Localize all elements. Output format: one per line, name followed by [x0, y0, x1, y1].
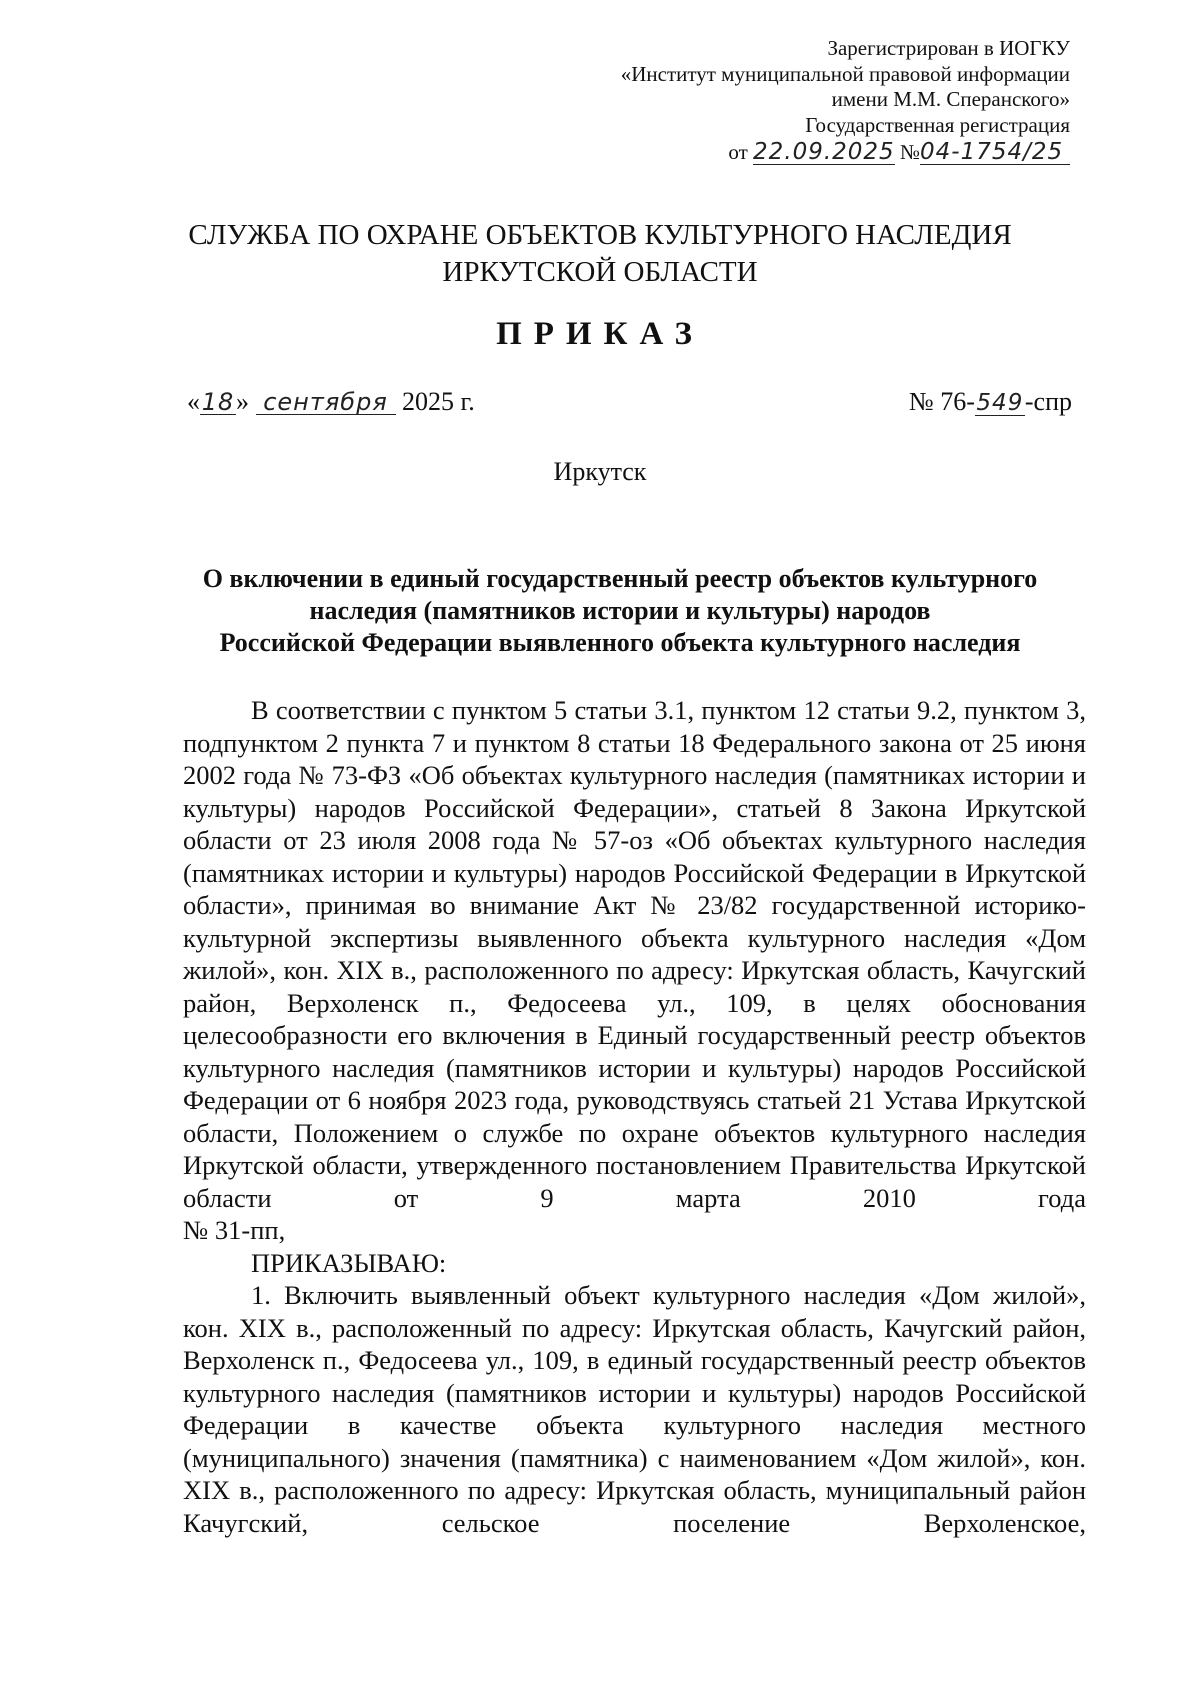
city: Иркутск [553, 457, 647, 486]
registration-stamp [510, 36, 1070, 166]
document-body [183, 694, 1086, 1539]
order-number-suffix: -спр [1024, 387, 1072, 416]
order-number-prefix: № 76- [908, 387, 975, 416]
item-1: 1. Включить выявленный объект культурного наследия «Дом жилой», кон. XIX в., расположенный по адресу: Иркутская область, Качугский район, Верхоленск п., Федосеева ул., 109, в единый государственный реестр объектов культурного наследия (памятников истории и культуры) народов Российской Федерации в качестве объекта культурного наследия местного (муниципального) значения (памятника) с наименованием «Дом жилой», кон. XIX в., расположенного по адресу: Иркутская область, муниципальный район Качугский, сельское поселение Верхоленское, [183, 1280, 1086, 1538]
date-day-handwritten: 18 [201, 388, 235, 416]
date-open-quote: « [187, 387, 200, 416]
agency-name-line-1: СЛУЖБА ПО ОХРАНЕ ОБЪЕКТОВ КУЛЬТУРНОГО НАСЛЕДИЯ [188, 219, 1012, 251]
title-line-2: наследия (памятников истории и культуры) народов [309, 596, 931, 625]
stamp-number-prefix: № [899, 140, 920, 164]
agency-name [0, 217, 1200, 291]
preamble-paragraph: В соответствии с пунктом 5 статьи 3.1, пунктом 12 статьи 9.2, пунктом 3, подпунктом 2 пункта 7 и пунктом 8 статьи 18 Федерального закона от 25 июня 2002 года № 73-ФЗ «Об объектах культурного наследия (памятниках истории и культуры) народов Российской Федерации», статьей 8 Закона Иркутской области от 23 июля 2008 года № 57-оз «Об объектах культурного наследия (памятниках истории и культуры) народов Российской Федерации в Иркутской области», принимая во внимание Акт № 23/82 государственной историко-культурной экспертизы выявленного объекта культурного наследия «Дом жилой», кон. XIX в., расположенного по адресу: Иркутская область, Качугский район, Верхоленск п., Федосеева ул., 109, в целях обоснования целесообразности его включения в Единый государственный реестр объектов культурного наследия (памятников истории и культуры) народов Российской Федерации от 6 ноября 2023 года, руководствуясь статьей 21 Устава Иркутской области, Положением о службе по охране объектов культурного наследия Иркутской области, утвержденного постановлением Правительства Иркутской области от 9 марта 2010 года [183, 695, 1086, 1213]
document-title [170, 563, 1070, 659]
date-year: 2025 г. [402, 387, 475, 416]
document-type: ПРИКАЗ [496, 316, 704, 352]
stamp-date-handwritten: 22.09.2025 [753, 139, 895, 165]
stamp-number-handwritten: 04-1754/25 [920, 140, 1070, 165]
order-word: ПРИКАЗЫВАЮ: [251, 1247, 447, 1278]
stamp-line-2: «Институт муниципальной правовой информации [620, 61, 1070, 86]
title-line-3: Российской Федерации выявленного объекта культурного наследия [219, 628, 1021, 657]
stamp-line-4: Государственная регистрация [805, 112, 1070, 137]
stamp-date-prefix: от [728, 140, 748, 164]
stamp-registration-line [510, 140, 1070, 166]
order-number [909, 387, 1072, 417]
date-month-handwritten: сентября [256, 390, 396, 415]
agency-name-line-2: ИРКУТСКОЙ ОБЛАСТИ [442, 256, 758, 288]
preamble-tail: № 31-пп, [183, 1215, 286, 1245]
stamp-line-3: имени М.М. Сперанского» [831, 87, 1070, 111]
date-close-quote: » [236, 387, 249, 416]
title-line-1: О включении в единый государственный реестр объектов культурного [202, 564, 1038, 593]
stamp-line-1: Зарегистрирован в ИОГКУ [827, 36, 1070, 60]
order-number-handwritten: 549 [976, 390, 1024, 416]
order-date [187, 387, 475, 417]
